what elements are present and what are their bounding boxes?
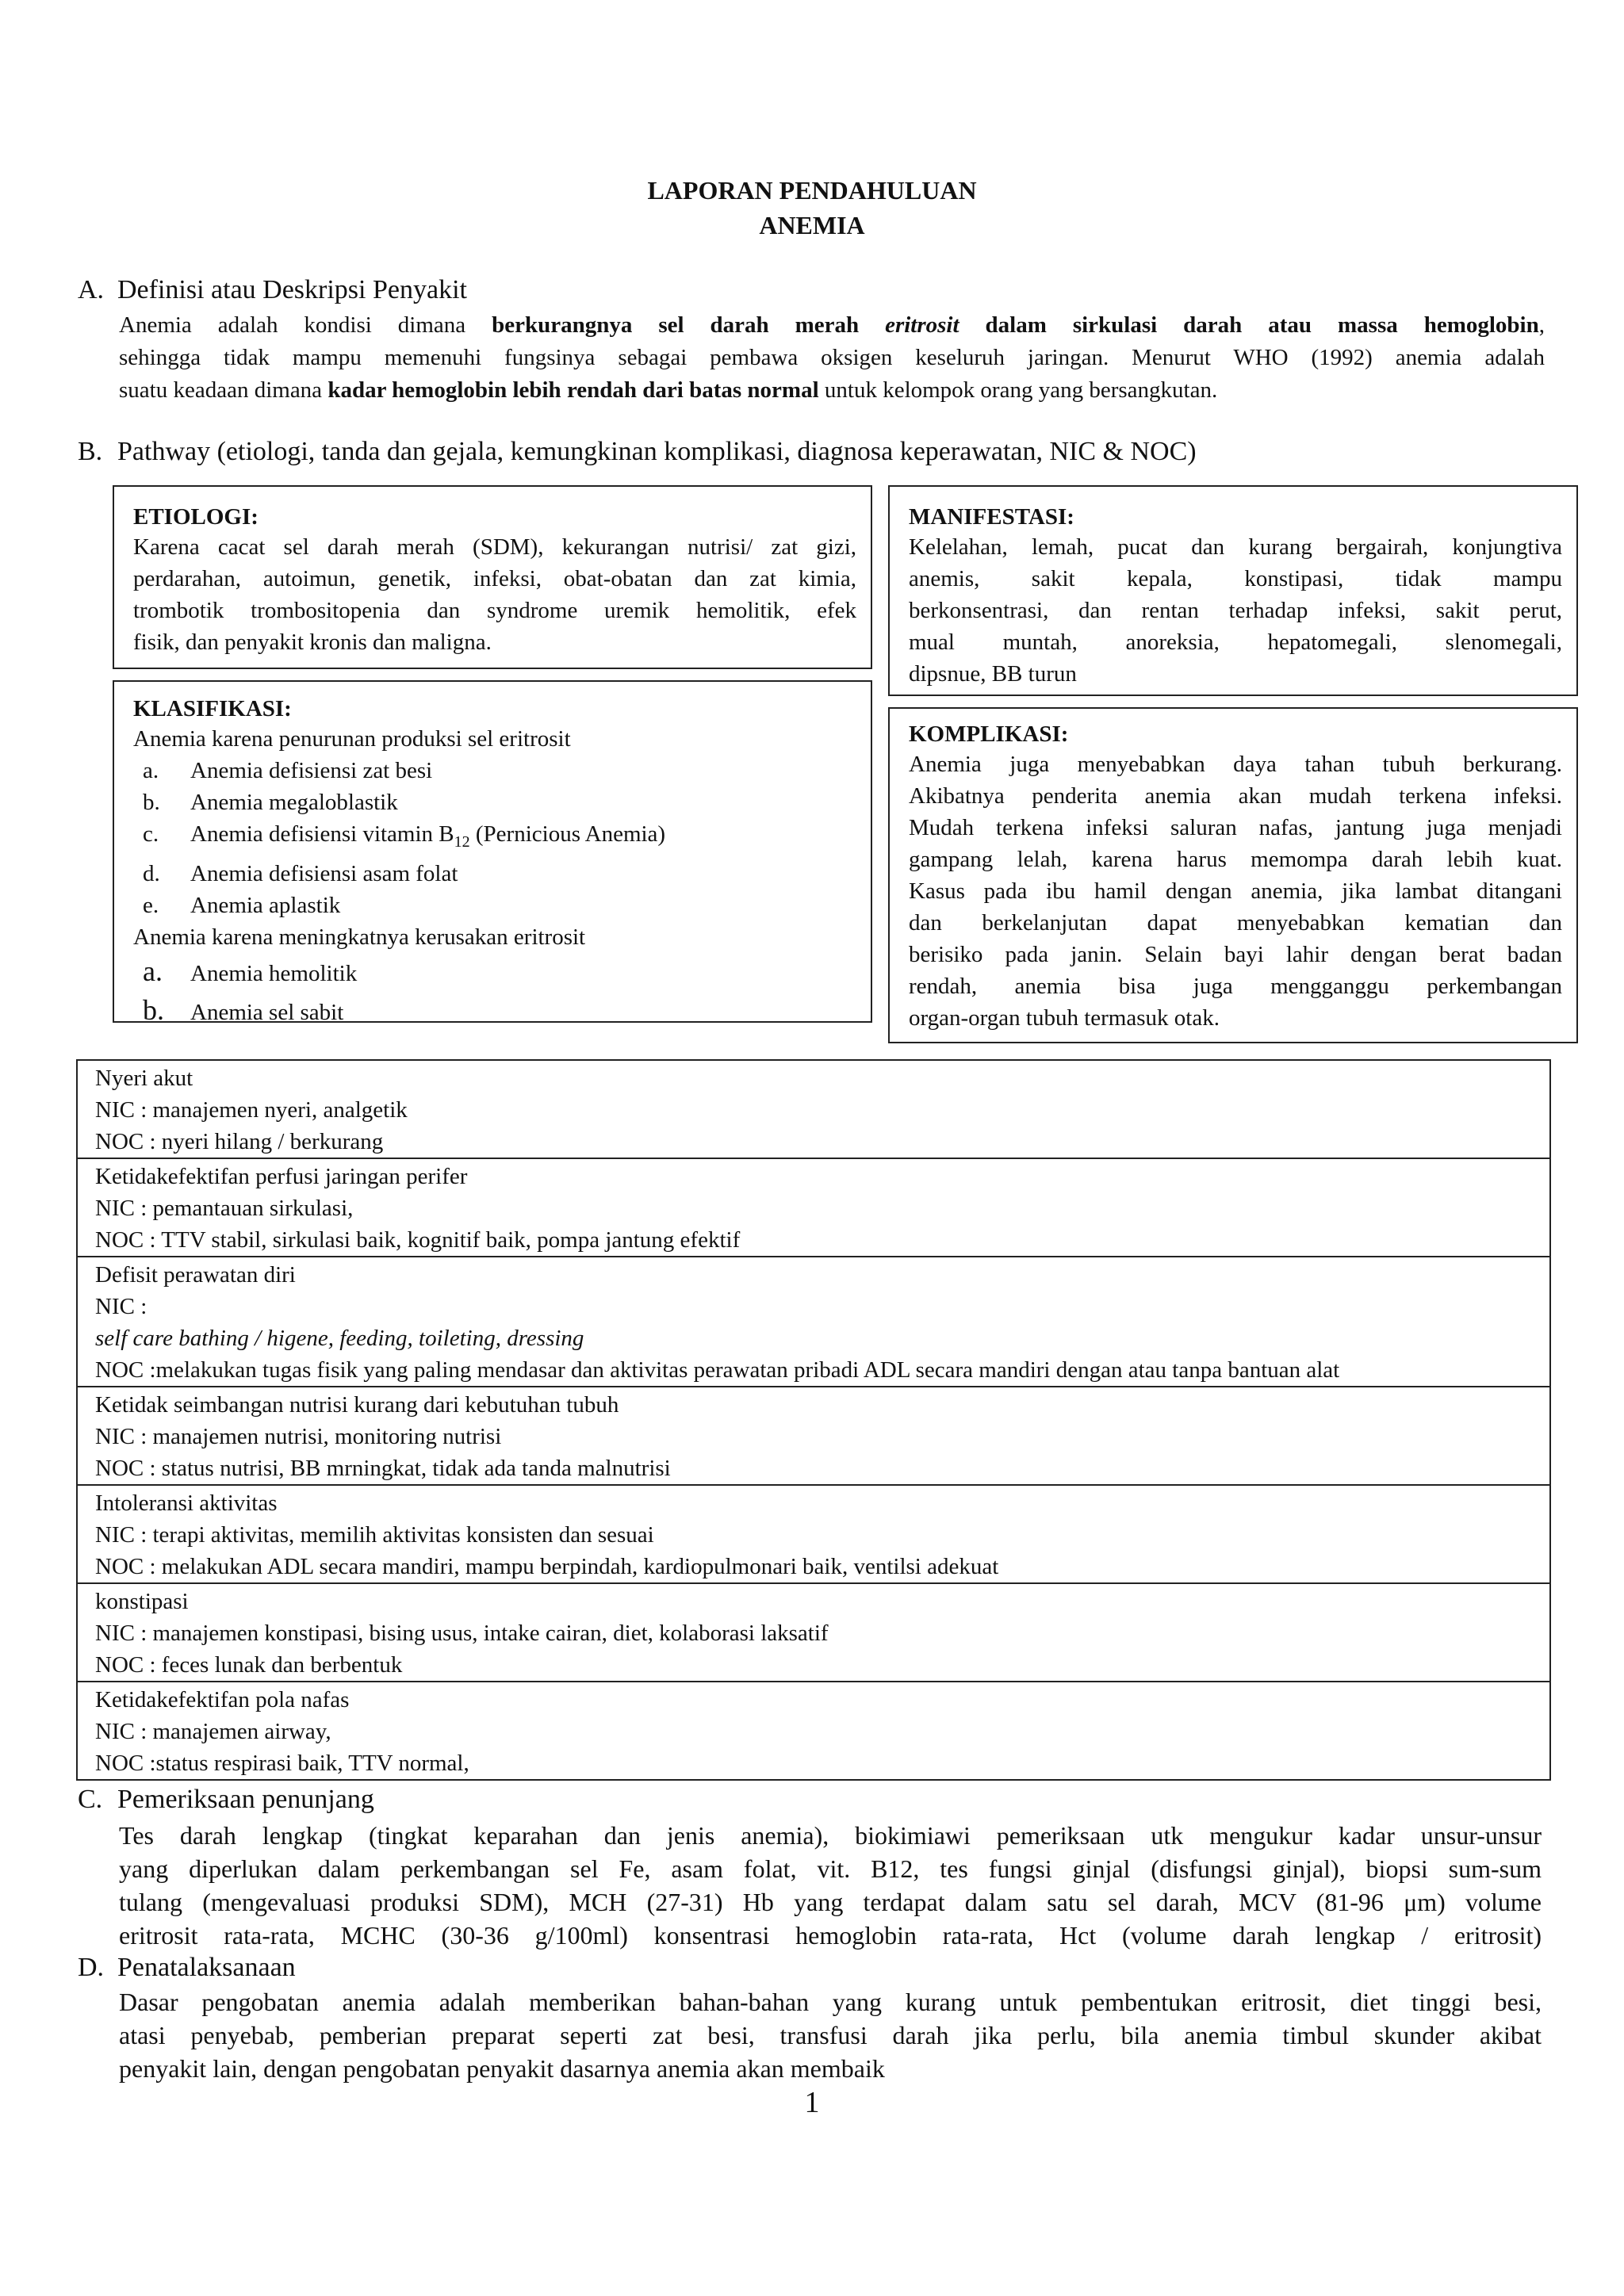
section-a-letter: A. xyxy=(78,275,105,304)
manifestasi-title: MANIFESTASI: xyxy=(909,504,1074,530)
text-run: untuk kelompok orang yang bersangkutan. xyxy=(818,377,1218,403)
komplikasi-content xyxy=(909,720,1562,1034)
bold-run: kadar hemoglobin lebih rendah dari batas normal xyxy=(327,377,819,403)
klasifikasi-group-2: Anemia karena meningkatnya kerusakan eritrosit xyxy=(133,924,586,950)
komplikasi-title: KOMPLIKASI: xyxy=(909,721,1069,747)
klasifikasi-item xyxy=(133,858,856,890)
list-letter: b. xyxy=(143,790,160,815)
list-text: (Pernicious Anemia) xyxy=(469,821,666,847)
section-d-title: Penatalaksanaan xyxy=(117,1953,296,1982)
diagnosis-noc: NOC :melakukan tugas fisik yang paling mendasar dan aktivitas perawatan pribadi ADL secara mandiri dengan atau tanpa bantuan alat xyxy=(95,1357,1340,1383)
klasifikasi-content xyxy=(133,695,856,1031)
section-d-letter: D. xyxy=(78,1953,105,1982)
komplikasi-line: Mudah terkena infeksi saluran nafas, jantung juga menjadi xyxy=(909,815,1562,840)
diagnosis-row xyxy=(78,1158,1549,1256)
section-c-title: Pemeriksaan penunjang xyxy=(117,1785,374,1814)
diagnosis-nic: NIC : manajemen airway, xyxy=(95,1719,331,1744)
etiologi-content xyxy=(133,503,856,658)
klasifikasi-item xyxy=(133,786,856,818)
komplikasi-line: dan berkelanjutan dapat menyebabkan kematian dan xyxy=(909,910,1562,936)
diagnosis-nic: NIC : manajemen nutrisi, monitoring nutrisi xyxy=(95,1424,502,1449)
diagnosis-nic: NIC : manajemen nyeri, analgetik xyxy=(95,1097,408,1123)
section-c-letter: C. xyxy=(78,1785,103,1814)
diagnosis-title: Ketidakefektifan pola nafas xyxy=(95,1687,350,1712)
bold-run: berkurangnya sel darah merah xyxy=(492,312,886,338)
list-letter: a. xyxy=(143,758,159,783)
list-letter: d. xyxy=(143,860,160,886)
diagnosis-nic: NIC : pemantauan sirkulasi, xyxy=(95,1196,354,1221)
section-d-heading xyxy=(78,1950,296,1985)
section-a-line-2: sehingga tidak mampu memenuhi fungsinya sebagai pembawa oksigen keseluruh jaringan. Menurut WHO (1992) anemia adalah xyxy=(119,345,1545,370)
list-text: Anemia defisiensi asam folat xyxy=(190,860,458,886)
italic-run: self care bathing / higene, feeding, toileting, dressing xyxy=(95,1326,584,1351)
text-run: suatu keadaan dimana xyxy=(119,377,328,403)
text-run: NIC : xyxy=(95,1294,147,1319)
diagnosis-title: Ketidak seimbangan nutrisi kurang dari kebutuhan tubuh xyxy=(95,1392,619,1418)
komplikasi-line: gampang lelah, karena harus memompa darah lebih kuat. xyxy=(909,847,1562,872)
klasifikasi-item xyxy=(133,755,856,786)
diagnosis-noc: NOC : status nutrisi, BB mrningkat, tidak ada tanda malnutrisi xyxy=(95,1456,671,1481)
diagnosis-noc: NOC : nyeri hilang / berkurang xyxy=(95,1129,384,1154)
section-a-line-1 xyxy=(119,309,1545,342)
klasifikasi-item xyxy=(133,890,856,921)
diagnosis-nic: NIC : manajemen konstipasi, bising usus, intake cairan, diet, kolaborasi laksatif xyxy=(95,1621,829,1646)
list-text: Anemia sel sabit xyxy=(190,999,344,1025)
klasifikasi-title: KLASIFIKASI: xyxy=(133,696,292,721)
section-b-letter: B. xyxy=(78,437,103,466)
section-a-paragraph xyxy=(119,309,1545,407)
komplikasi-line: Anemia juga menyebabkan daya tahan tubuh berkurang. xyxy=(909,752,1562,777)
klasifikasi-group-1: Anemia karena penurunan produksi sel eritrosit xyxy=(133,726,571,752)
diagnosis-title: konstipasi xyxy=(95,1589,189,1614)
diagnosis-noc: NOC : feces lunak dan berbentuk xyxy=(95,1652,403,1678)
diagnosis-nic xyxy=(95,1291,1532,1354)
manifestasi-line: mual muntah, anoreksia, hepatomegali, slenomegali, xyxy=(909,629,1562,655)
diagnosis-nic: NIC : terapi aktivitas, memilih aktivitas konsisten dan sesuai xyxy=(95,1522,654,1548)
etiologi-line: perdarahan, autoimun, genetik, infeksi, obat-obatan dan zat kimia, xyxy=(133,566,856,591)
etiologi-box xyxy=(113,485,872,669)
text-run: Anemia adalah kondisi dimana xyxy=(119,312,492,338)
diagnosis-row xyxy=(78,1681,1549,1779)
list-letter: e. xyxy=(143,892,159,918)
diagnosis-row xyxy=(78,1386,1549,1484)
list-text: Anemia defisiensi vitamin B xyxy=(190,821,454,847)
section-b-title: Pathway (etiologi, tanda dan gejala, kemungkinan komplikasi, diagnosa keperawatan, NIC & NOC) xyxy=(117,437,1197,466)
italic-run: eritrosit xyxy=(885,312,959,338)
manifestasi-line: berkonsentrasi, dan rentan terhadap infeksi, sakit perut, xyxy=(909,598,1562,623)
diagnosis-title: Defisit perawatan diri xyxy=(95,1262,296,1288)
diagnosis-table xyxy=(76,1059,1551,1781)
section-c-line: yang diperlukan dalam perkembangan sel Fe, asam folat, vit. B12, tes fungsi ginjal (disfungsi ginjal), biopsi sum-sum xyxy=(119,1854,1542,1883)
klasifikasi-item xyxy=(133,992,856,1031)
list-text: Anemia aplastik xyxy=(190,892,341,918)
page-number: 1 xyxy=(804,2086,820,2119)
list-text: Anemia defisiensi zat besi xyxy=(190,758,433,783)
diagnosis-row xyxy=(78,1582,1549,1681)
manifestasi-line: dipsnue, BB turun xyxy=(909,661,1077,687)
text-run: , xyxy=(1538,312,1545,338)
document-title: LAPORAN PENDAHULUAN xyxy=(647,176,977,205)
diagnosis-title: Nyeri akut xyxy=(95,1066,193,1091)
subscript: 12 xyxy=(454,832,470,851)
section-d-paragraph xyxy=(119,1985,1542,2085)
section-a-heading xyxy=(78,273,467,308)
list-text: Anemia megaloblastik xyxy=(190,790,398,815)
section-c-line: tulang (mengevaluasi produksi SDM), MCH (27-31) Hb yang terdapat dalam satu sel darah, MCV (81-96 μm) volume xyxy=(119,1888,1542,1916)
etiologi-line: trombotik trombositopenia dan syndrome uremik hemolitik, efek xyxy=(133,598,856,623)
komplikasi-line: Akibatnya penderita anemia akan mudah terkena infeksi. xyxy=(909,783,1562,809)
section-a-line-3 xyxy=(119,374,1545,407)
manifestasi-line: Kelelahan, lemah, pucat dan kurang bergairah, konjungtiva xyxy=(909,534,1562,560)
list-letter: a. xyxy=(143,955,163,987)
diagnosis-title: Intoleransi aktivitas xyxy=(95,1490,278,1516)
etiologi-line: fisik, dan penyakit kronis dan maligna. xyxy=(133,629,492,655)
section-c-line: Tes darah lengkap (tingkat keparahan dan jenis anemia), biokimiawi pemeriksaan utk mengukur kadar unsur-unsur xyxy=(119,1821,1542,1850)
section-d-line: Dasar pengobatan anemia adalah memberikan bahan-bahan yang kurang untuk pembentukan eritrosit, diet tinggi besi, xyxy=(119,1988,1542,2016)
section-c-line: eritrosit rata-rata, MCHC (30-36 g/100ml) konsentrasi hemoglobin rata-rata, Hct (volume darah lengkap / eritrosit) xyxy=(119,1921,1542,1950)
manifestasi-content xyxy=(909,503,1562,690)
section-a-title: Definisi atau Deskripsi Penyakit xyxy=(117,275,467,304)
manifestasi-box xyxy=(888,485,1578,696)
document-subtitle: ANEMIA xyxy=(759,211,865,239)
diagnosis-noc: NOC : melakukan ADL secara mandiri, mampu berpindah, kardiopulmonari baik, ventilsi adekuat xyxy=(95,1554,999,1579)
section-b-heading xyxy=(78,434,1197,469)
section-c-paragraph xyxy=(119,1819,1542,1952)
komplikasi-line: berisiko pada janin. Selain bayi lahir dengan berat badan xyxy=(909,942,1562,967)
klasifikasi-item xyxy=(133,953,856,992)
komplikasi-line: rendah, anemia bisa juga mengganggu perkembangan xyxy=(909,974,1562,999)
klasifikasi-box xyxy=(113,680,872,1026)
manifestasi-line: anemis, sakit kepala, konstipasi, tidak mampu xyxy=(909,566,1562,591)
list-letter: c. xyxy=(143,821,159,847)
section-c-heading xyxy=(78,1782,374,1817)
klasifikasi-item xyxy=(133,818,856,858)
section-d-line: penyakit lain, dengan pengobatan penyakit dasarnya anemia akan membaik xyxy=(119,2054,885,2083)
diagnosis-title: Ketidakefektifan perfusi jaringan perifer xyxy=(95,1164,468,1189)
komplikasi-box xyxy=(888,707,1578,1043)
diagnosis-noc: NOC :status respirasi baik, TTV normal, xyxy=(95,1751,469,1776)
diagnosis-row xyxy=(78,1061,1549,1158)
list-letter: b. xyxy=(143,993,164,1026)
diagnosis-row xyxy=(78,1484,1549,1582)
diagnosis-noc: NOC : TTV stabil, sirkulasi baik, kognitif baik, pompa jantung efektif xyxy=(95,1227,741,1253)
bold-run: dalam sirkulasi darah atau massa hemoglobin xyxy=(959,312,1539,338)
komplikasi-line: organ-organ tubuh termasuk otak. xyxy=(909,1005,1220,1031)
komplikasi-line: Kasus pada ibu hamil dengan anemia, jika lambat ditangani xyxy=(909,878,1562,904)
etiologi-title: ETIOLOGI: xyxy=(133,504,259,530)
diagnosis-row xyxy=(78,1256,1549,1386)
list-text: Anemia hemolitik xyxy=(190,960,358,986)
section-d-line: atasi penyebab, pemberian preparat seperti zat besi, transfusi darah jika perlu, bila anemia timbul skunder akibat xyxy=(119,2021,1542,2049)
etiologi-line: Karena cacat sel darah merah (SDM), kekurangan nutrisi/ zat gizi, xyxy=(133,534,856,560)
